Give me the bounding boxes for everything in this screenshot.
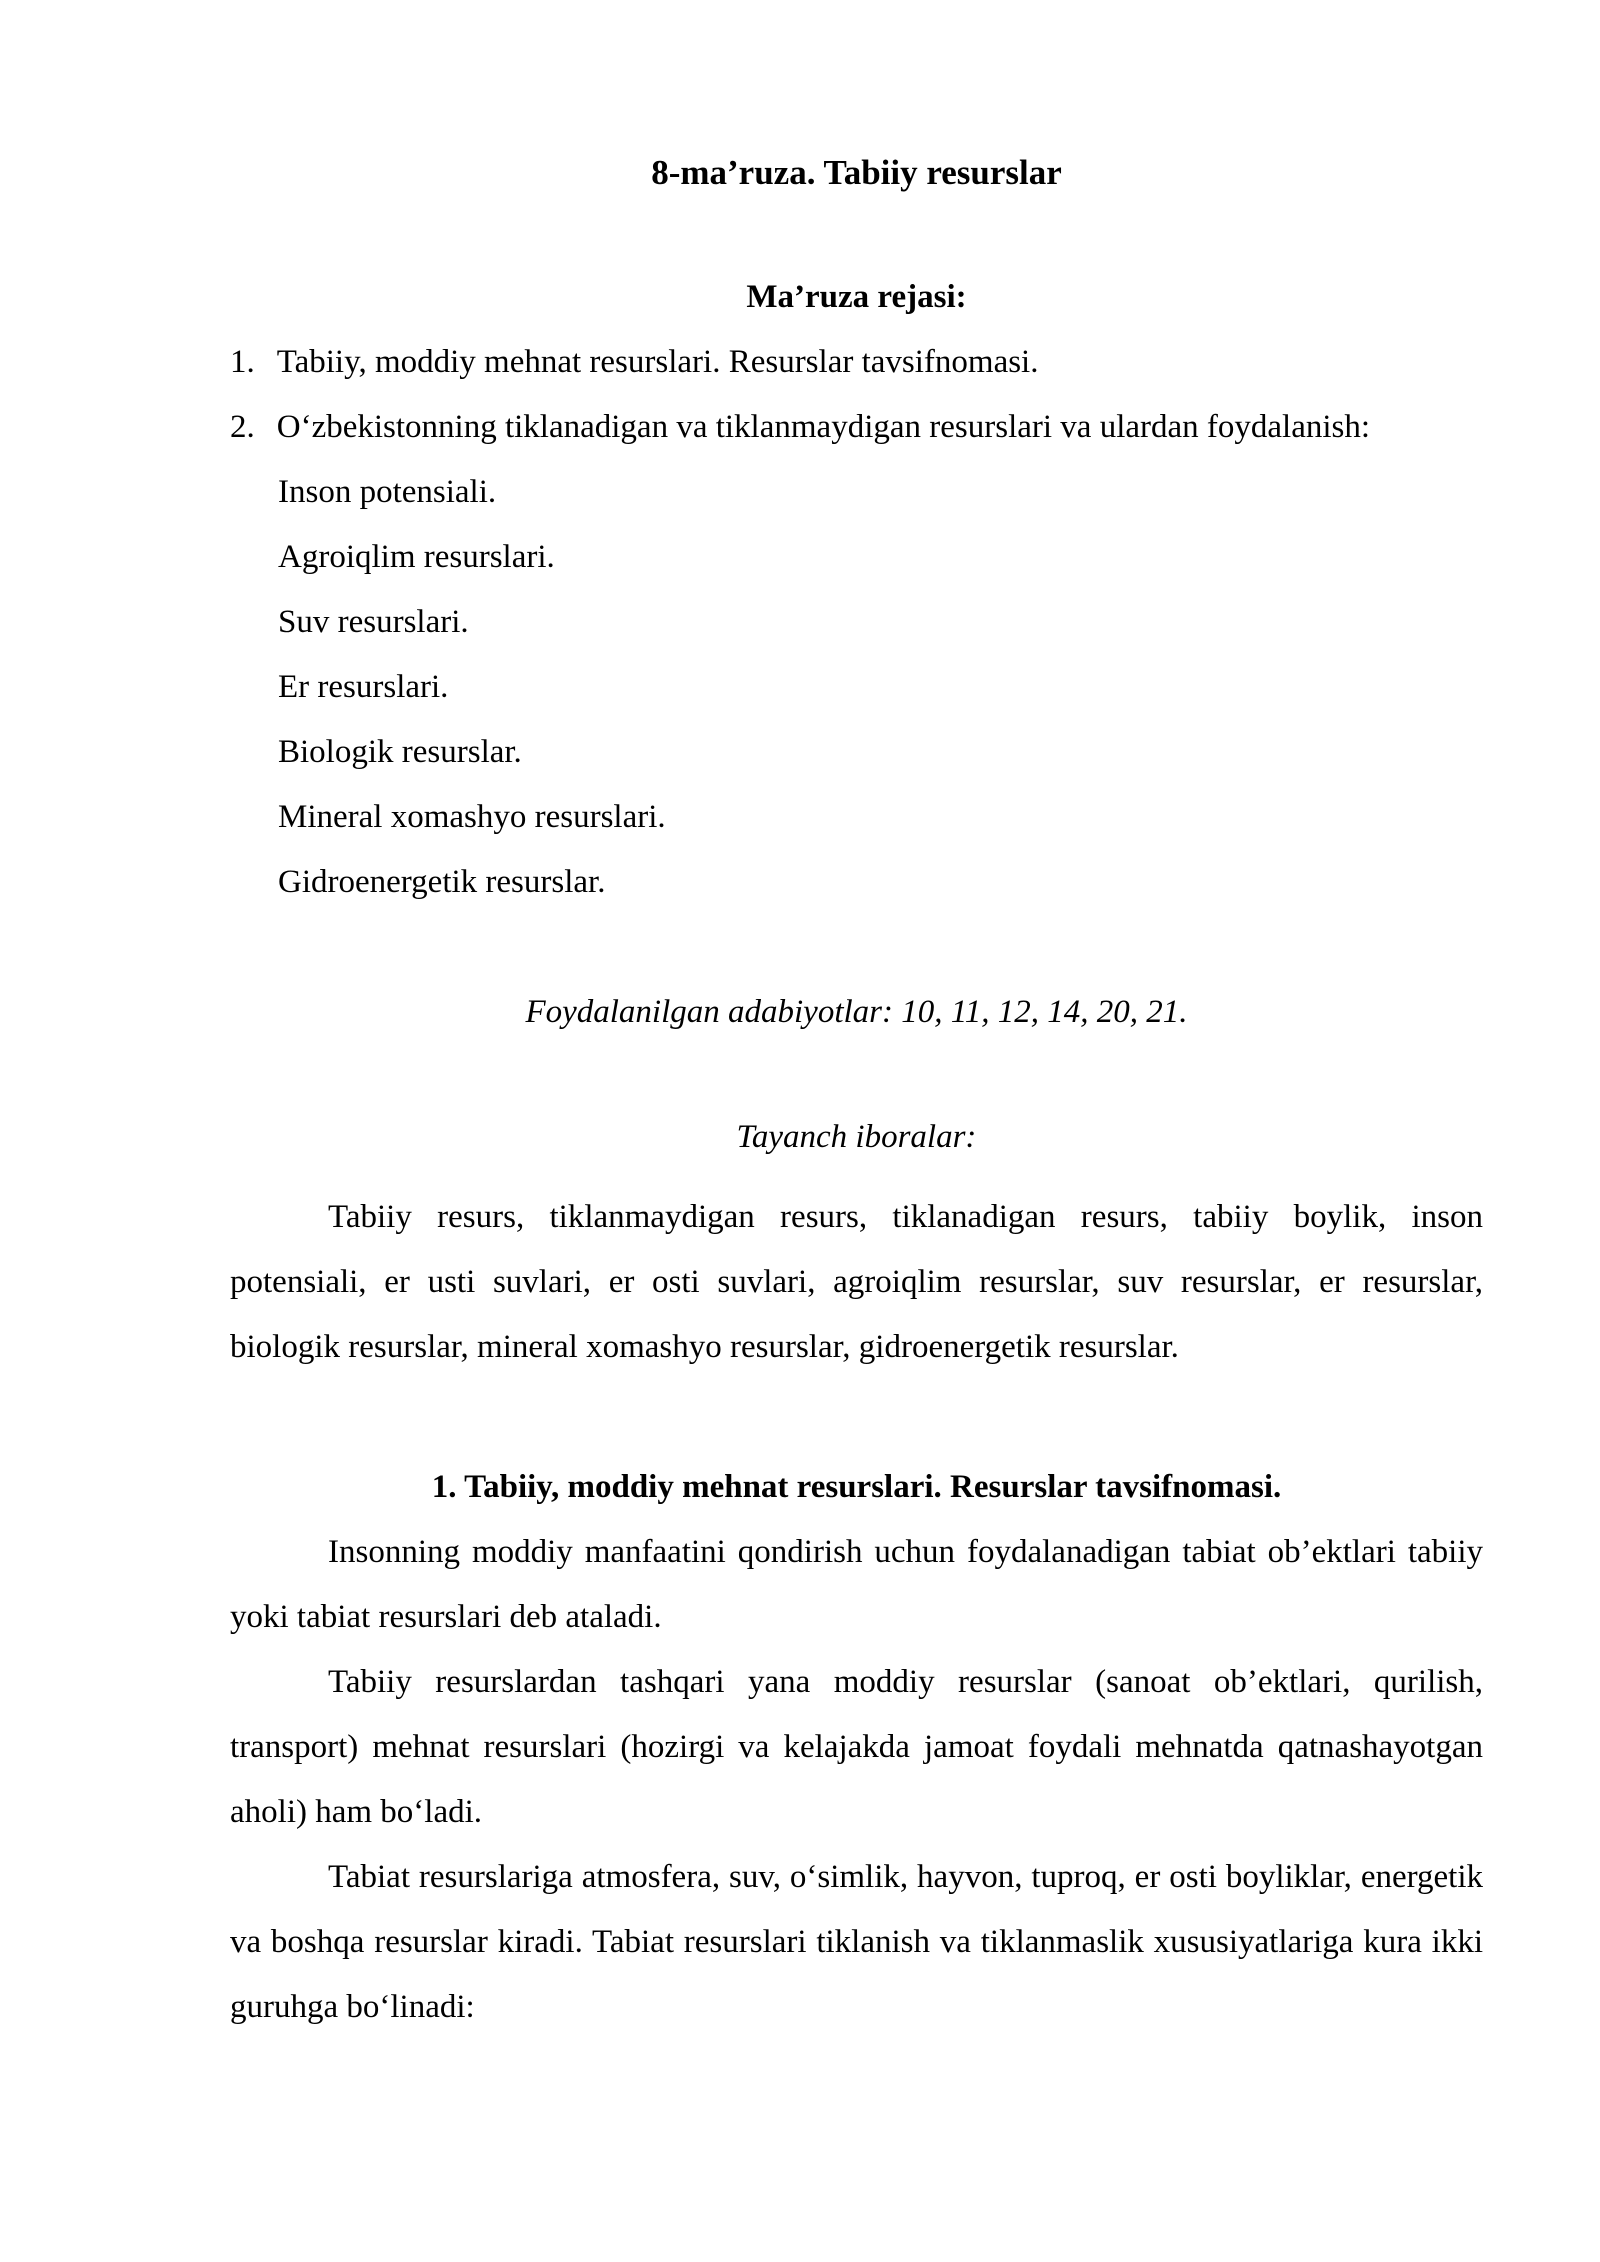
key-terms-paragraph: Tabiiy resurs, tiklanmaydigan resurs, tiklanadigan resurs, tabiiy boylik, inson potensiali, er usti suvlari, er osti suvlari, agroiqlim resurslar, suv resurslar, er resurslar, biologik resurslar, mineral xomashyo resurslar, gidroenergetik resurslar. (230, 1199, 1483, 1365)
paragraph: Insonning moddiy manfaatini qondirish uchun foydalanadigan tabiat ob’ektlari tabiiy yoki tabiat resurslari deb ataladi. (230, 1534, 1483, 1635)
list-item (230, 395, 1483, 460)
sub-item: Agroiqlim resurslari. (278, 539, 555, 575)
plan-heading: Ma’ruza rejasi: (746, 279, 967, 315)
sub-item: Gidroenergetik resurslar. (278, 864, 606, 900)
paragraph: Tabiat resurslariga atmosfera, suv, oʻsimlik, hayvon, tuproq, er osti boyliklar, energetik va boshqa resurslar kiradi. Tabiat resurslari tiklanish va tiklanmaslik xususiyatlariga kura ikki guruhga boʻlinadi: (230, 1859, 1483, 2025)
list-item-number: 1. (230, 344, 255, 380)
list-item-text: Oʻzbekistonning tiklanadigan va tiklanmaydigan resurslari va ulardan foydalanish: (276, 409, 1371, 445)
sub-item: Mineral xomashyo resurslari. (278, 799, 666, 835)
references-line: Foydalanilgan adabiyotlar: 10, 11, 12, 14, 20, 21. (525, 994, 1188, 1030)
sub-item: Suv resurslari. (278, 604, 469, 640)
section-heading: 1. Tabiiy, moddiy mehnat resurslari. Resurslar tavsifnomasi. (431, 1469, 1282, 1505)
list-item-number: 2. (230, 409, 255, 445)
key-terms-heading: Tayanch iboralar: (736, 1119, 977, 1155)
list-item-text: Tabiiy, moddiy mehnat resurslari. Resurslar tavsifnomasi. (276, 344, 1039, 380)
sub-item: Er resurslari. (278, 669, 449, 705)
paragraph: Tabiiy resurslardan tashqari yana moddiy resurslar (sanoat ob’ektlari, qurilish, transport) mehnat resurslari (hozirgi va kelajakda jamoat foydali mehnatda qatnashayotgan aholi) ham boʻladi. (230, 1664, 1483, 1830)
page-title: 8-ma’ruza. Tabiiy resurslar (651, 153, 1062, 192)
sub-item: Inson potensiali. (278, 474, 497, 510)
list-item (230, 330, 1483, 395)
sub-item: Biologik resurslar. (278, 734, 522, 770)
